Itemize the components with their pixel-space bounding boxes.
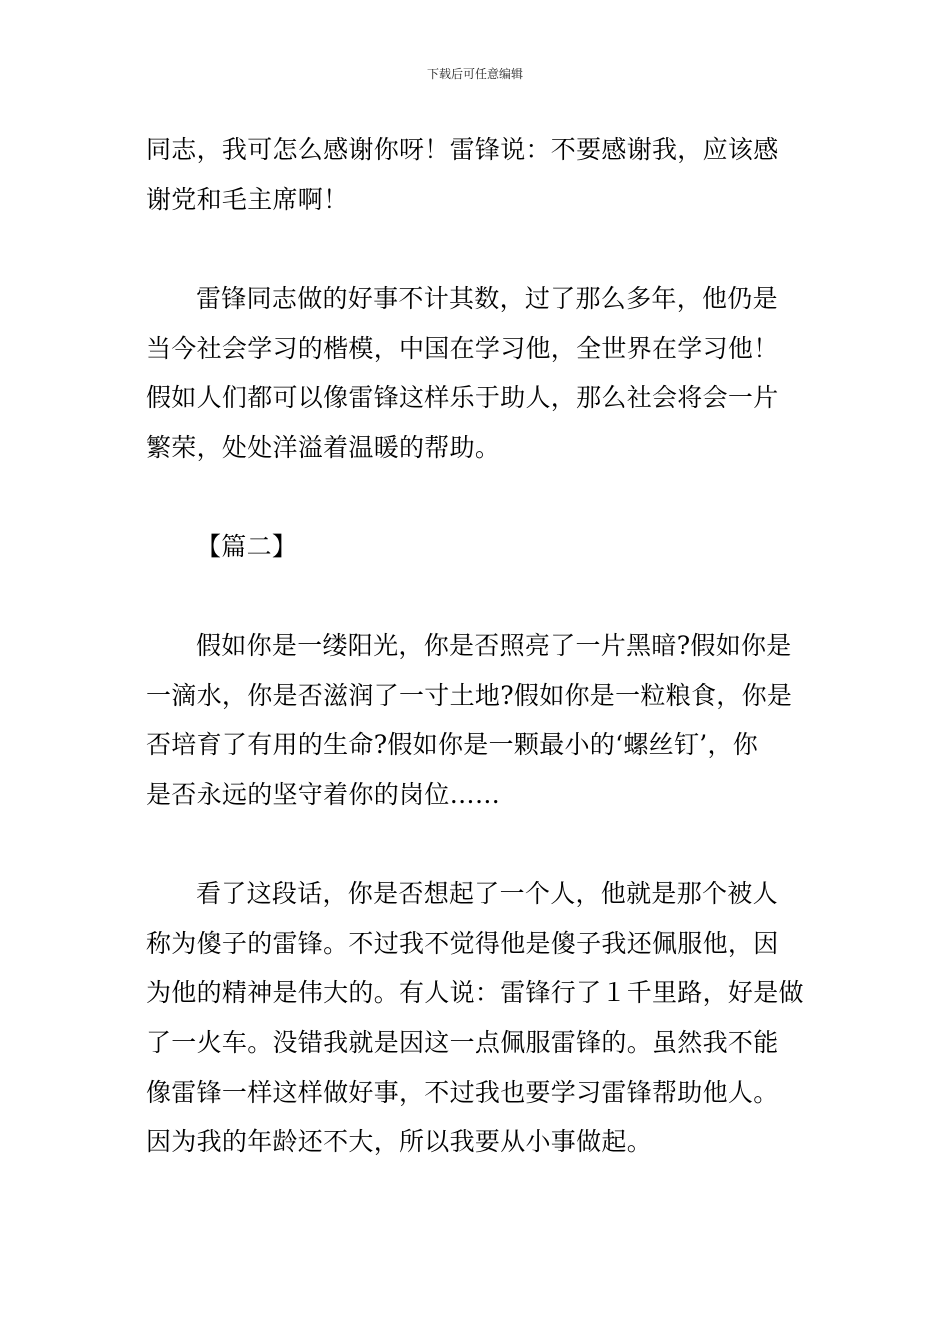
paragraph-line: 同志，我可怎么感谢你呀！雷锋说：不要感谢我，应该感 — [146, 135, 779, 164]
paragraph-line: 假如你是一缕阳光，你是否照亮了一片黑暗?假如你是 — [196, 631, 792, 660]
paragraph-line: 假如人们都可以像雷锋这样乐于助人，那么社会将会一片 — [146, 383, 779, 412]
paragraph-line: 是否永远的坚守着你的岗位…… — [146, 780, 501, 809]
paragraph-line: 否培育了有用的生命?假如你是一颗最小的‘螺丝钉’，你 — [146, 730, 759, 759]
paragraph-line: 称为傻子的雷锋。不过我不觉得他是傻子我还佩服他，因 — [146, 929, 779, 958]
paragraph-line: 因为我的年龄还不大，所以我要从小事做起。 — [146, 1127, 653, 1156]
header-note: 下载后可任意编辑 — [426, 67, 523, 81]
paragraph-line: 繁荣，处处洋溢着温暖的帮助。 — [146, 433, 501, 462]
section-heading: 【篇二】 — [196, 532, 298, 561]
paragraph-line: 谢党和毛主席啊！ — [146, 185, 349, 214]
paragraph-line: 了一火车。没错我就是因这一点佩服雷锋的。虽然我不能 — [146, 1028, 779, 1057]
paragraph-line: 一滴水，你是否滋润了一寸土地?假如你是一粒粮食，你是 — [146, 681, 793, 710]
paragraph-line: 像雷锋一样这样做好事，不过我也要学习雷锋帮助他人。 — [146, 1078, 779, 1107]
paragraph-line: 雷锋同志做的好事不计其数，过了那么多年，他仍是 — [196, 284, 778, 313]
paragraph-line: 看了这段话，你是否想起了一个人，他就是那个被人 — [196, 879, 778, 908]
paragraph-line: 当今社会学习的楷模，中国在学习他，全世界在学习他！ — [146, 334, 779, 363]
paragraph-line: 为他的精神是伟大的。有人说：雷锋行了１千里路，好是做 — [146, 978, 804, 1007]
